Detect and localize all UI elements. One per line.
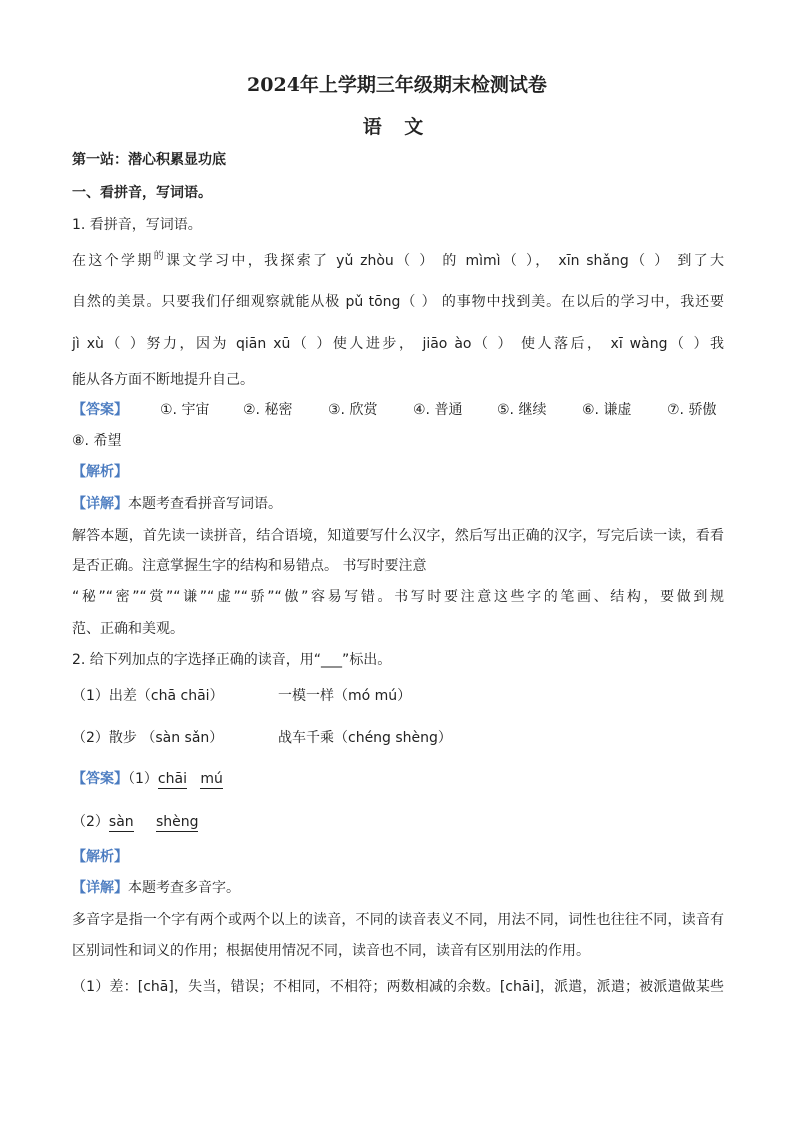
answer-item: ⑧. 希望 <box>72 433 122 449</box>
question-1-passage-line-3: jì xù（ ）努力，因为 qiān xū（ ）使人进步， jiāo ào（ ） 使人落后， xī wàng（ ）我 <box>72 336 724 352</box>
answer-item: ①. 宇宙 <box>160 402 210 418</box>
answer-prefix: （1） <box>128 771 158 787</box>
analysis-tag: 【解析】 <box>72 464 128 480</box>
detail-tag: 【详解】 <box>72 880 128 896</box>
question-1-stem: 1. 看拼音，写词语。 <box>72 217 202 233</box>
explanation-line: 范、正确和美观。 <box>72 621 184 637</box>
question-2-item: 一模一样（mó mú） <box>278 688 412 704</box>
answer-item: ⑤. 继续 <box>497 402 547 418</box>
question-2-item: （2）散步 （sàn sǎn） <box>72 730 224 746</box>
passage-text: 课文学习中，我探索了 yǔ zhòu（ ） 的 mìmì（ ）， xīn shǎng（ ） 到了大 <box>166 253 725 269</box>
question-2-item: 战车千乘（chéng shèng） <box>278 730 452 746</box>
detail-text: 本题考查看拼音写词语。 <box>128 496 282 512</box>
explanation-line: 是否正确。注意掌握生字的结构和易错点。 书写时要注意 <box>72 558 427 574</box>
explanation-line: 区别词性和词义的作用；根据使用情况不同，读音也不同，读音有区别用法的作用。 <box>72 943 590 959</box>
question-2-item: （1）出差（chā chāi） <box>72 688 224 704</box>
answer-line-1 <box>72 770 223 789</box>
detail-tag: 【详解】 <box>72 496 128 512</box>
explanation-line: 多音字是指一个字有两个或两个以上的读音，不同的读音表义不同，用法不同，词性也往往不同，读音有 <box>72 912 724 928</box>
question-1-passage-line-1 <box>72 252 724 272</box>
underlined-answer: shèng <box>155 814 199 830</box>
detail-text: 本题考查多音字。 <box>128 880 240 896</box>
explanation-line: （1）差：[chā]，失当，错误；不相同，不相符；两数相减的余数。[chāi]，派遣，派遣；被派遣做某些 <box>72 979 724 995</box>
analysis-tag: 【解析】 <box>72 849 128 865</box>
detail-line <box>72 879 724 897</box>
subject-title: 语 文 <box>362 116 432 138</box>
answer-item: ④. 普通 <box>413 402 463 418</box>
question-2-stem: 2. 给下列加点的字选择正确的读音，用“___”标出。 <box>72 652 392 668</box>
question-1-passage-line-2: 自然的美景。只要我们仔细观察就能从极 pǔ tōng（ ） 的事物中找到美。在以后的学习中，我还要 <box>72 294 724 310</box>
answer-item: ③. 欣赏 <box>328 402 378 418</box>
answer-item: ②. 秘密 <box>243 402 293 418</box>
answer-item: ⑦. 骄傲 <box>667 402 717 418</box>
part-heading: 一、看拼音，写词语。 <box>72 185 212 201</box>
answer-tag: 【答案】 <box>72 771 128 787</box>
answer-prefix: （2） <box>72 814 109 830</box>
detail-line <box>72 495 724 513</box>
underlined-answer: chāi <box>157 771 187 787</box>
explanation-line: 解答本题，首先读一读拼音，结合语境，知道要写什么汉字，然后写出正确的汉字，写完后读一读，看看 <box>72 528 724 544</box>
passage-text: 在这个学期 <box>72 253 154 269</box>
answer-item: ⑥. 谦虚 <box>582 402 632 418</box>
passage-superscript: 的 <box>153 251 167 262</box>
exam-title: 2024年上学期三年级期末检测试卷 <box>247 74 547 96</box>
answer-tag: 【答案】 <box>72 402 128 418</box>
question-1-passage-line-4: 能从各方面不断地提升自己。 <box>72 372 254 388</box>
underlined-answer: mú <box>200 771 223 787</box>
explanation-line: “秘”“密”“赏”“谦”“虚”“骄”“傲”容易写错。书写时要注意这些字的笔画、结构，要做到规 <box>72 589 724 605</box>
section-heading: 第一站：潜心积累显功底 <box>72 152 226 168</box>
answer-line-2 <box>72 813 198 832</box>
underlined-answer: sàn <box>108 814 134 830</box>
